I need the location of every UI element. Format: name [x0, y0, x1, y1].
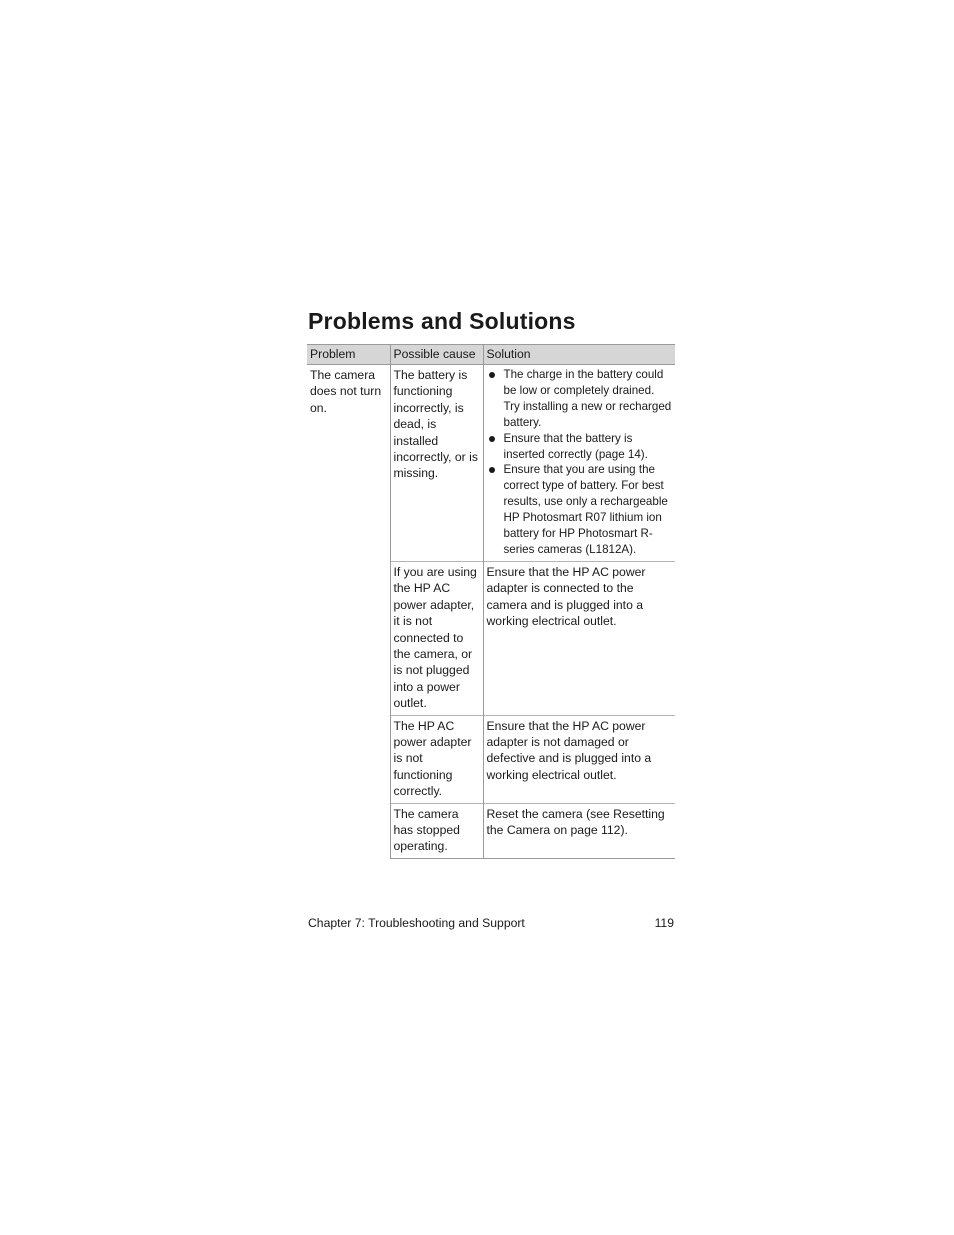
problem-text: The camera does not turn on. — [310, 368, 382, 415]
solution-text-suffix: on page 112). — [550, 822, 628, 837]
bullet-icon — [489, 467, 495, 473]
solution-text-prefix: Reset the camera (see — [486, 806, 614, 821]
footer-chapter: Chapter 7: Troubleshooting and Support — [308, 916, 525, 930]
solution-bullet — [487, 431, 673, 463]
header-solution: Solution — [483, 345, 675, 365]
header-possible-cause: Possible cause — [390, 345, 483, 365]
bullet-text: Ensure that you are using the correct type of battery. For best results, use only a rechargeable HP Photosmart R07 lithium ion battery for HP Photosmart R-series cameras (L1812A). — [503, 463, 668, 556]
page-title: Problems and Solutions — [308, 308, 576, 334]
bullet-text: Ensure that the battery is inserted correctly (page 14). — [503, 431, 648, 461]
bullet-icon — [489, 372, 495, 378]
solution-bullet — [487, 367, 673, 431]
bullet-text: The charge in the battery could be low or completely drained. Try installing a new or recharged battery. — [503, 368, 672, 429]
cause-cell: The battery is functioning incorrectly, is dead, is installed incorrectly, or is missing. — [390, 365, 483, 562]
table-row — [307, 365, 675, 562]
footer-page-number: 119 — [654, 916, 674, 930]
cause-cell: If you are using the HP AC power adapter, it is not connected to the camera, or is not plugged into a power outlet. — [390, 561, 483, 715]
resetting-camera-link[interactable]: Resetting the Camera — [486, 806, 665, 837]
problems-solutions-table — [307, 344, 675, 859]
table-header-row — [307, 345, 675, 365]
bullet-icon — [489, 436, 495, 442]
solution-cell — [483, 803, 675, 858]
solution-cell: Ensure that the HP AC power adapter is not damaged or defective and is plugged into a working electrical outlet. — [483, 715, 675, 803]
problem-cell — [307, 365, 390, 859]
solution-bullet-list — [487, 367, 673, 558]
cause-cell: The camera has stopped operating. — [390, 803, 483, 858]
solution-bullet — [487, 462, 673, 557]
solution-cell: Ensure that the HP AC power adapter is connected to the camera and is plugged into a working electrical outlet. — [483, 561, 675, 715]
cause-cell: The HP AC power adapter is not functioning correctly. — [390, 715, 483, 803]
header-problem: Problem — [307, 345, 390, 365]
solution-cell — [483, 365, 675, 562]
